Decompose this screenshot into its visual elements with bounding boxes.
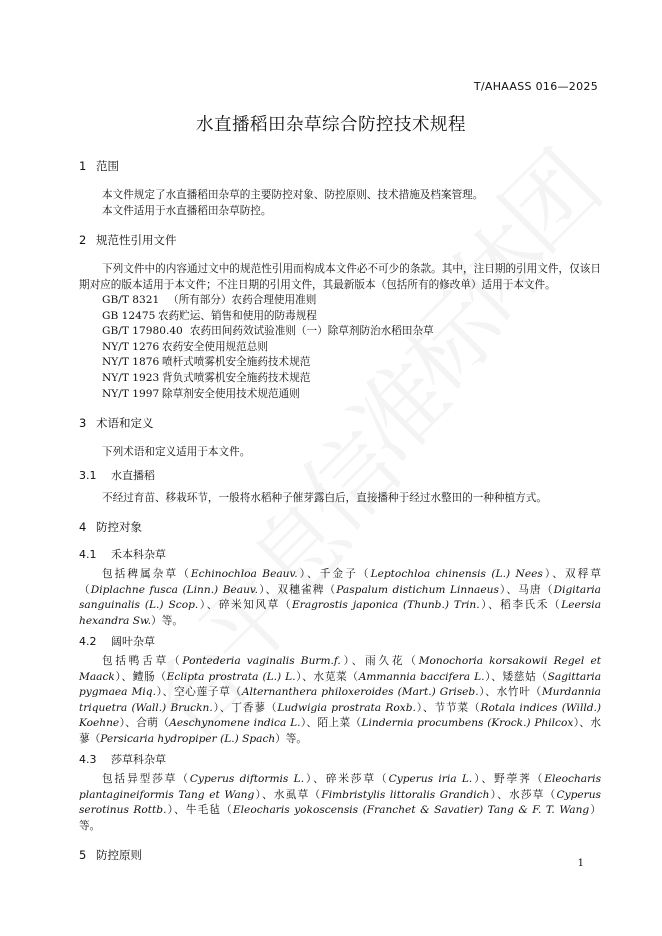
section-title: 规范性引用文件 xyxy=(96,233,177,247)
reference-item xyxy=(79,324,601,340)
section-number: 4 xyxy=(79,520,87,535)
page-number: 1 xyxy=(577,858,584,869)
reference-name: 喷杆式喷雾机安全施药技术规范 xyxy=(162,356,311,369)
reference-item xyxy=(79,340,601,356)
section-title: 术语和定义 xyxy=(96,416,154,431)
reference-code: NY/T 1923 xyxy=(102,371,160,384)
section-number: 5 xyxy=(79,848,87,863)
section-title: 防控对象 xyxy=(96,520,142,535)
paragraph: 下列术语和定义适用于本文件。 xyxy=(102,446,251,459)
section-number: 3 xyxy=(79,416,87,431)
section-heading xyxy=(79,414,601,432)
section-heading xyxy=(79,518,601,536)
reference-code: NY/T 1876 xyxy=(102,356,160,369)
subsection-heading xyxy=(79,546,601,564)
subsection-title: 水直播稻 xyxy=(111,468,155,482)
reference-name: （所有部分）农药合理使用准则 xyxy=(168,294,317,306)
weed-list-grass: 包括稗属杂草（Echinochloa Beauv.）、千金子（Leptochloa chinensis (L.) Nees）、双稃草（Diplachne fusca (Linn.) Beauv.）、双穗雀稗（Paspalum distichum Linnaeus）、马唐（Digitaria sanguinalis (L.) Scop.）、碎米知风草（Eragrostis japonica (Thunb.) Trin.）、稻李氏禾（Leersia hexandra Sw.）等。 xyxy=(79,568,602,627)
reference-code: GB/T 8321 xyxy=(102,294,160,306)
subsection-number: 4.3 xyxy=(79,753,97,767)
reference-name: 背负式喷雾机安全施药技术规范 xyxy=(162,371,311,384)
subsection-number: 4.2 xyxy=(79,635,97,649)
reference-name: 农药安全使用规范总则 xyxy=(162,340,268,353)
reference-item xyxy=(79,371,601,387)
section-heading xyxy=(79,157,601,175)
subsection-number: 3.1 xyxy=(79,468,97,482)
reference-item xyxy=(79,293,601,309)
reference-code: NY/T 1276 xyxy=(102,340,160,353)
document-title: 水直播稻田杂草综合防控技术规程 xyxy=(196,115,466,135)
reference-code: GB/T 17980.40 xyxy=(102,325,183,338)
reference-item xyxy=(79,387,601,403)
paragraph: 本文件规定了水直播稻田杂草的主要防控对象、防控原则、技术措施及档案管理。 xyxy=(102,189,484,201)
paragraph: 下列文件中的内容通过文中的规范性引用而构成本文件必不可少的条款。其中，注日期的引用文件，仅该日期对应的版本适用于本文件；不注日期的引用文件，其最新版本（包括所有的修改单）适用于本文件。 xyxy=(79,263,601,291)
subsection-number: 4.1 xyxy=(79,548,97,562)
section-title: 防控原则 xyxy=(96,848,142,863)
subsection-title: 禾本科杂草 xyxy=(111,548,166,562)
paragraph: 不经过育苗、移栽环节，一般将水稻种子催芽露白后，直接播种于经过水整田的一种种植方式。 xyxy=(102,491,547,504)
section-title: 范围 xyxy=(96,159,119,173)
reference-code: GB 12475 xyxy=(102,309,156,322)
section-heading xyxy=(79,231,601,249)
reference-code: NY/T 1997 xyxy=(102,387,160,400)
weed-list-sedge: 包括异型莎草（Cyperus diftormis L.）、碎米莎草（Cyperus iria L.）、野荸荠（Eleocharis plantagineiformis Tang et Wang）、水虱草（Fimbristylis littoralis Grandich）、水莎草（Cyperus serotinus Rottb.）、牛毛毡（Eleocharis yokoscensis (Franchet & Savatier) Tang & F. T. Wang）等。 xyxy=(79,773,602,832)
subsection-heading xyxy=(79,751,601,769)
subsection-heading xyxy=(79,633,601,651)
paragraph: 本文件适用于水直播稻田杂草防控。 xyxy=(102,204,272,217)
reference-name: 农药贮运、销售和使用的防毒规程 xyxy=(158,309,317,322)
reference-item xyxy=(79,309,601,325)
reference-name: 农药田间药效试验准则（一）除草剂防治水稻田杂草 xyxy=(190,325,434,338)
standard-code: T/AHAASS 016—2025 xyxy=(473,80,598,93)
document-body xyxy=(79,157,601,864)
weed-list-broadleaf: 包括鸭舌草（Pontederia vaginalis Burm.f.）、雨久花（Monochoria korsakowii Regel et Maack）、鳢肠（Eclipta prostrata (L.) L.）、水苋菜（Ammannia baccifera L.）、矮慈姑（Sagittaria pygmaea Miq.）、空心莲子草（Alternanthera philoxeroides (Mart.) Griseb.）、水竹叶（Murdannia triquetra (Wall.) Bruckn.）、丁香蓼（Ludwigia prostrata Roxb.）、节节菜（Rotala indices (Willd.) Koehne）、合萌（Aeschynomene indica L.）、陌上菜（Lindernia procumbens (Krock.) Philcox）、水蓼（Persicaria hydropiper (L.) Spach）等。 xyxy=(79,655,602,745)
reference-item xyxy=(79,355,601,371)
subsection-title: 阔叶杂草 xyxy=(111,635,155,649)
reference-name: 除草剂安全使用技术规范通则 xyxy=(162,387,300,400)
subsection-title: 莎草科杂草 xyxy=(111,753,166,767)
subsection-heading xyxy=(79,467,601,485)
section-number: 1 xyxy=(79,159,87,173)
section-number: 2 xyxy=(79,233,87,247)
section-heading xyxy=(79,846,601,864)
